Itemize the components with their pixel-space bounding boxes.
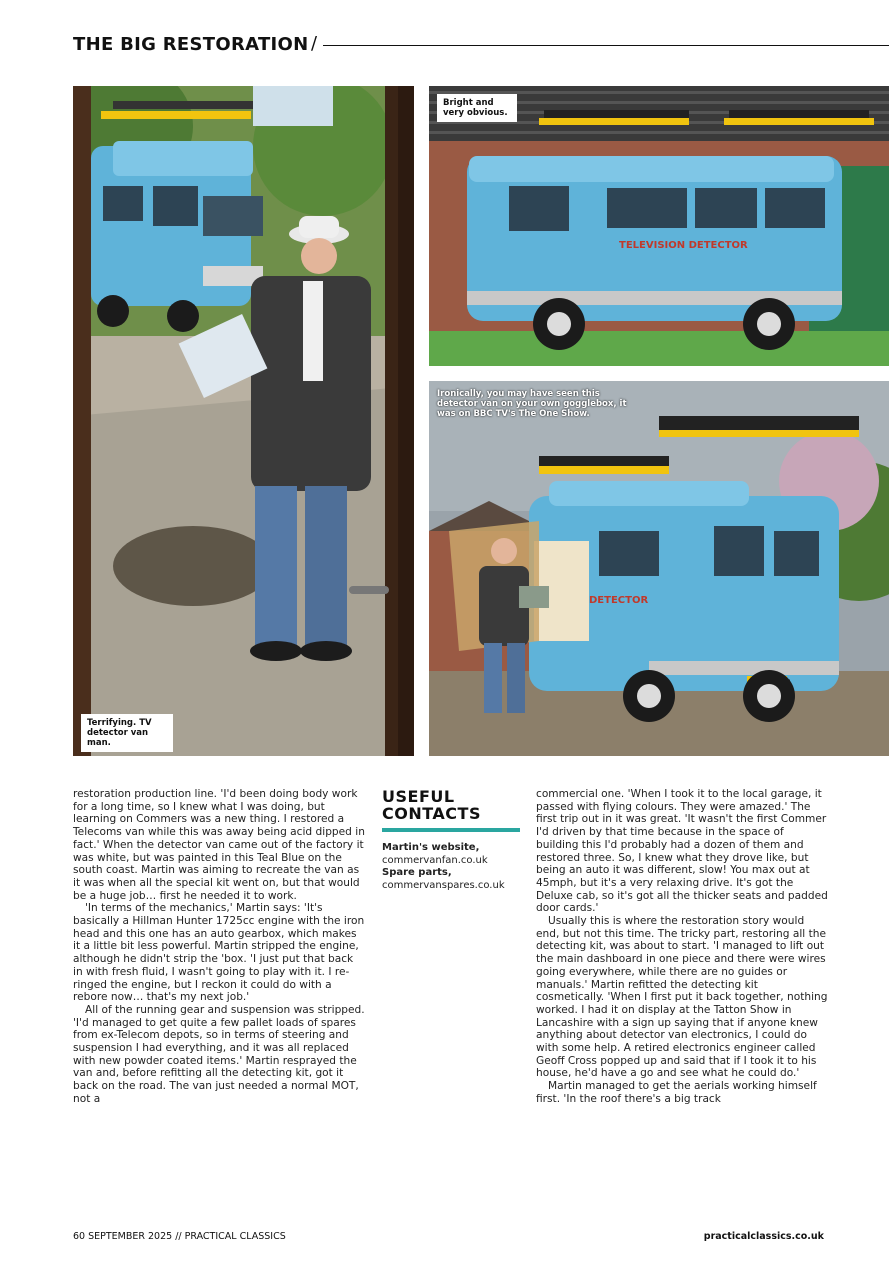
paragraph-right-2: Usually this is where the restoration story would end, but not this time. The tricky part, restoring all the detecting kit, was about to start. 'I managed to lift out the main dashboard in one piece and there were wires going everywhere, while there are no guides or manuals.' Martin refitted the detecting kit cosmetically. 'When I first put it back together, nothing worked. I had it on display at the Tatton Show in Lancashire with a sign up saying that if anyone knew anything about detector van electronics, I could do with some help. A retired electronics engineer called Geoff Cross popped up and said that if I took it to his house, he'd have a go and see what he could do.' [536, 915, 828, 1080]
paragraph-right-1: commercial one. 'When I took it to the local garage, it passed with flying colours. They were amazed.' The first trip out in it was great. 'It wasn't the first Commer I'd driven by that time because in the space of building this I'd probably had a dozen of them and restored three. So, I knew what they drove like, but being an auto it was different, slow! You max out at 45mph, but it's a very relaxing drive. It's got the Deluxe cab, so it's got all the thicker seats and padded door cards.' [536, 788, 828, 915]
contact-label-spares: Spare parts, [382, 867, 452, 878]
caption-left: Terrifying. TV detector van man. [81, 714, 173, 752]
contact-value-spares[interactable]: commervanspares.co.uk [382, 879, 505, 891]
contact-value-website[interactable]: commervanfan.co.uk [382, 854, 488, 866]
paragraph-left-2: 'In terms of the mechanics,' Martin says: 'It's basically a Hillman Hunter 1725cc engine with the iron head and this one has an auto gearbox, which makes it a little bit less powerful. Martin stripped the engine, although he didn't strip the 'box. 'I just put that back in with fresh fluid, I wasn't going to play with it. I re-ringed the engine, but I reckon it could do with a rebore now… that's my next job.' [73, 902, 365, 1004]
van-top-right [467, 156, 842, 350]
useful-contacts-box [382, 788, 520, 892]
photo-left [73, 86, 414, 756]
van-lettering-bottom-right: DETECTOR [589, 595, 649, 606]
footer-folio: 60 SEPTEMBER 2025 // PRACTICAL CLASSICS [73, 1231, 286, 1242]
van-bottom-right [529, 481, 839, 722]
contacts-title-line2: CONTACTS [382, 804, 481, 823]
section-rule [323, 45, 889, 46]
photo-top-right [429, 86, 889, 366]
paragraph-right-3: Martin managed to get the aerials working himself first. 'In the roof there's a big track [536, 1080, 817, 1105]
van-lettering-top-right: TELEVISION DETECTOR [619, 240, 748, 251]
body-column-left [73, 788, 365, 1106]
footer-website[interactable]: practicalclassics.co.uk [703, 1231, 824, 1242]
van-left [91, 141, 263, 332]
photo-bottom-right [429, 381, 889, 756]
paragraph-left-1: restoration production line. 'I'd been doing body work for a long time, so I knew what I was doing, but learning on Commers was a new thing. I restored a Telecoms van while this was away being acid dipped in fact.' When the detector van came out of the factory it was white, but was painted in this Teal Blue on the south coast. Martin was aiming to recreate the van as it was when all the special kit went on, but that would be a huge job… first he needed it to work. [73, 788, 365, 902]
section-title: THE BIG RESTORATION [73, 34, 309, 55]
contacts-accent-rule [382, 828, 520, 832]
paragraph-left-3: All of the running gear and suspension was stripped. 'I'd managed to get quite a few pallet loads of spares from ex-Telecom depots, so in terms of steering and suspension I had everything, and it was all replaced with new powder coated items.' Martin resprayed the van and, before refitting all the detecting kit, got it back on the road. The van just needed a normal MOT, not a [73, 1003, 365, 1105]
section-header [73, 30, 889, 60]
caption-top-right: Bright and very obvious. [437, 94, 517, 122]
caption-bottom-right: Ironically, you may have seen this detector van on your own gogglebox, it was on BBC TV's The One Show. [437, 389, 627, 419]
contact-label-website: Martin's website, [382, 842, 480, 853]
section-slash: / [311, 33, 318, 54]
contacts-title-line1: USEFUL [382, 787, 455, 806]
body-column-right [536, 788, 828, 1106]
